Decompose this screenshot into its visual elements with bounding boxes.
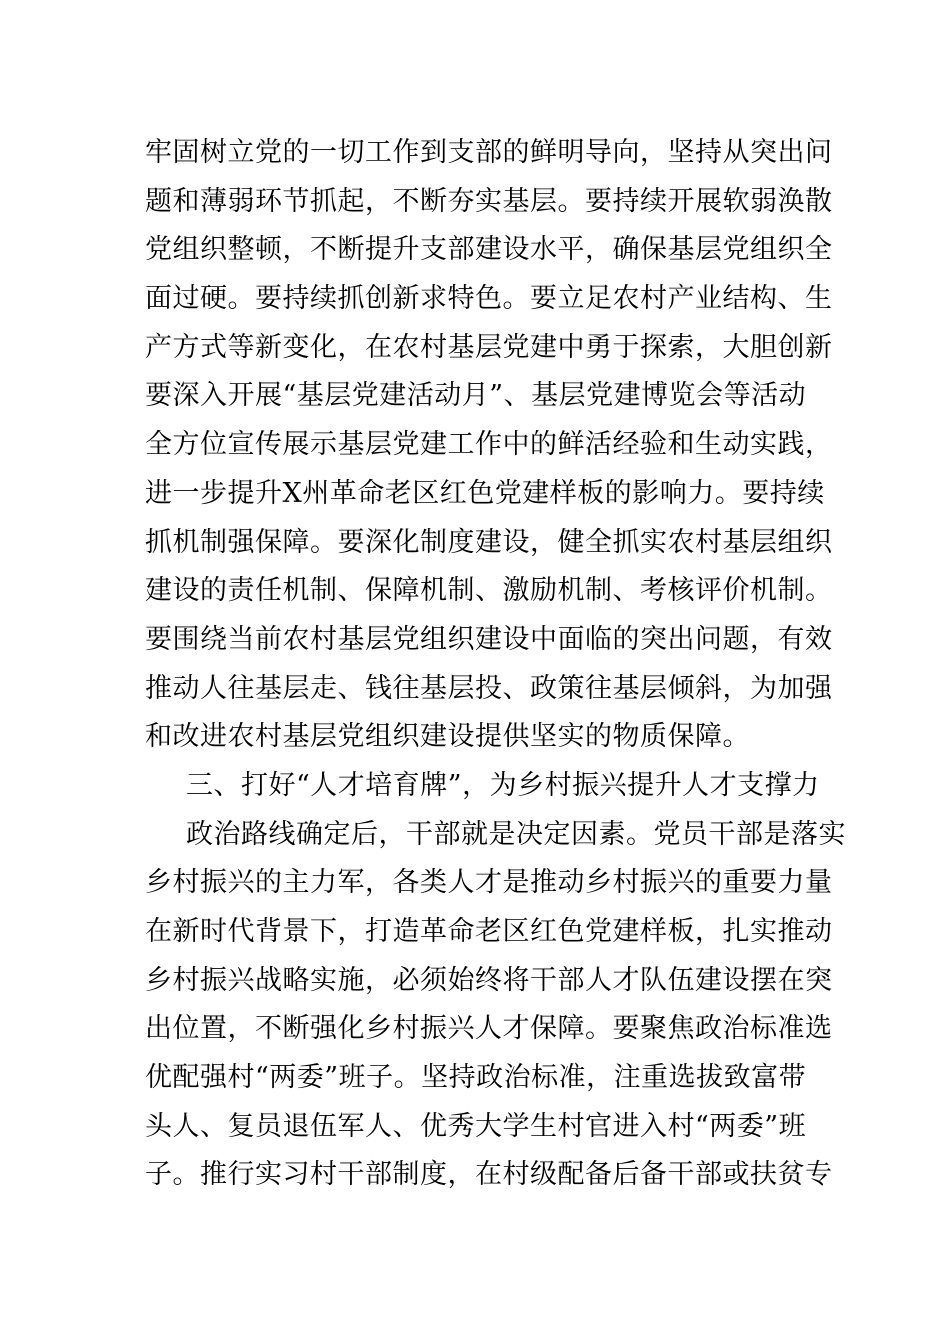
text-line: 推动人往基层走、钱往基层投、政策往基层倾斜，为加强 [145,672,833,704]
text-line: 进一步提升X州革命老区红色党建样板的影响力。要持续 [145,477,825,509]
text-line: 头人、复员退伍军人、优秀大学生村官进入村“两委”班 [145,1110,807,1142]
text-line: 政治路线确定后，干部就是决定因素。党员干部是落实 [186,818,846,850]
text-line: 面过硬。要持续抓创新求特色。要立足农村产业结构、生 [145,283,833,315]
text-line: 乡村振兴的主力军，各类人才是推动乡村振兴的重要力量 [145,867,833,899]
text-line: 抓机制强保障。要深化制度建设，健全抓实农村基层组织 [145,526,833,558]
text-line: 乡村振兴战略实施，必须始终将干部人才队伍建设摆在突 [145,964,833,996]
text-line: 全方位宣传展示基层党建工作中的鲜活经验和生动实践， [145,429,833,461]
text-line: 牢固树立党的一切工作到支部的鲜明导向，坚持从突出问 [145,137,833,168]
text-line: 党组织整顿，不断提升支部建设水平，确保基层党组织全 [145,234,833,266]
text-line: 和改进农村基层党组织建设提供坚实的物质保障。 [145,721,750,753]
body-text [145,129,846,1200]
text-line: 要围绕当前农村基层党组织建设中面临的突出问题，有效 [145,623,833,655]
text-line: 产方式等新变化，在农村基层党建中勇于探索，大胆创新 [145,331,833,363]
text-line: 题和薄弱环节抓起，不断夯实基层。要持续开展软弱涣散 [145,185,833,217]
text-line: 子。推行实习村干部制度，在村级配备后备干部或扶贫专 [145,1159,833,1191]
text-line: 在新时代背景下，打造革命老区红色党建样板，扎实推动 [145,916,833,947]
text-line: 优配强村“两委”班子。坚持政治标准，注重选拔致富带 [145,1062,807,1094]
text-line: 出位置，不断强化乡村振兴人才保障。要聚焦政治标准选 [145,1013,833,1045]
text-line: 要深入开展“基层党建活动月”、基层党建博览会等活动 [145,380,807,412]
section-heading: 三、打好“人才培育牌”，为乡村振兴提升人才支撑力 [186,769,820,801]
text-line: 建设的责任机制、保障机制、激励机制、考核评价机制。 [145,575,833,607]
